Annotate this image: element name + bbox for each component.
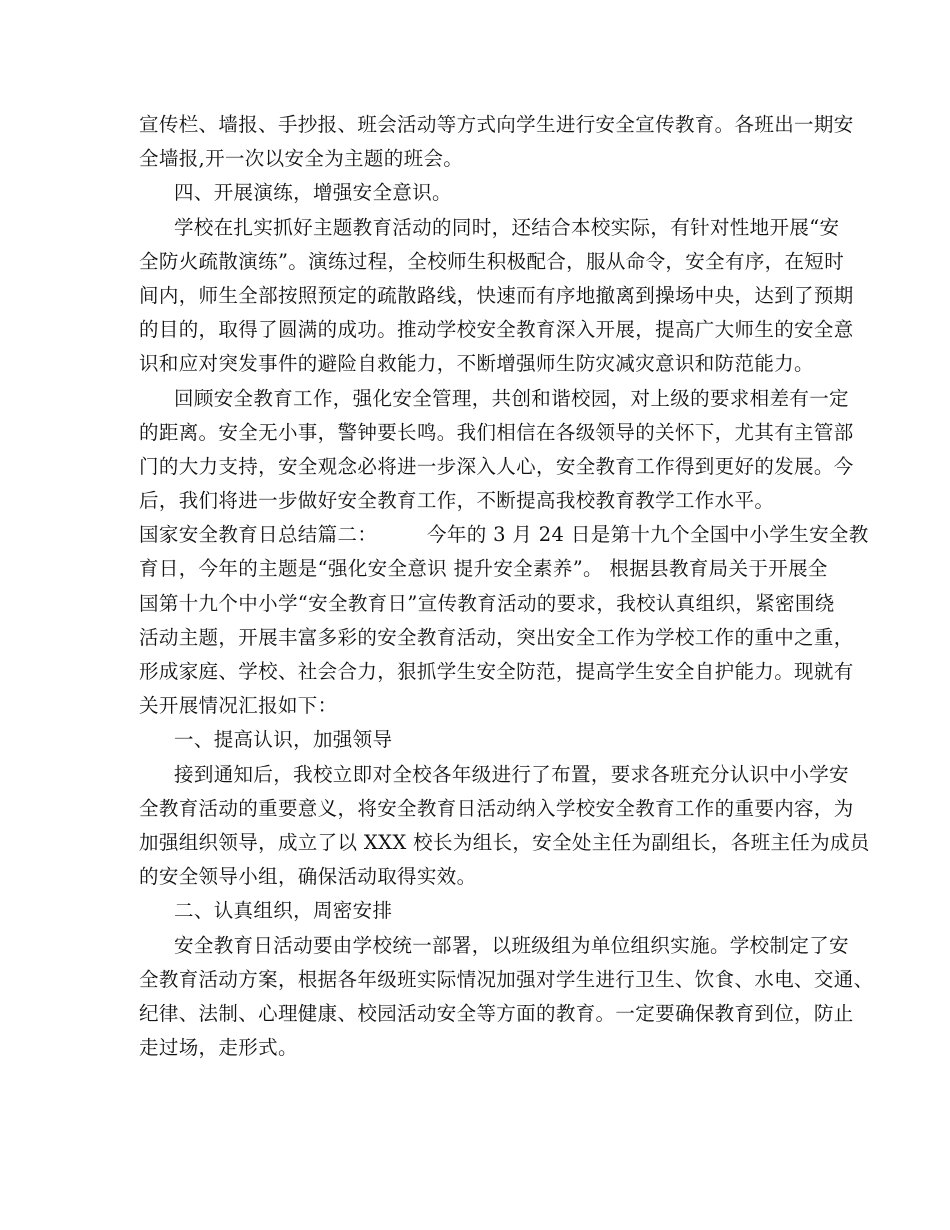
text-line: 的目的，取得了圆满的成功。推动学校安全教育深入开展，提高广大师生的安全意 [139,318,854,342]
text-line: 的安全领导小组，确保活动取得实效。 [139,865,477,889]
text-line: 国第十九个中小学“安全教育日”宣传教育活动的要求，我校认真组织，紧密围绕 [139,591,835,615]
text-line: 回顾安全教育工作，强化安全管理，共创和谐校园，对上级的要求相差有一定 [174,386,849,410]
text-line: 二、认真组织，周密安排 [174,899,393,923]
text-line: 全防火疏散演练”。演练过程，全校师生积极配合，服从命令，安全有序，在短时 [139,249,845,273]
text-line: 全墙报,开一次以安全为主题的班会。 [139,147,464,171]
text-line: 一、提高认识，加强领导 [174,728,393,752]
text-line: 门的大力支持，安全观念必将进一步深入人心，安全教育工作得到更好的发展。今 [139,454,854,478]
text-line: 宣传栏、墙报、手抄报、班会活动等方式向学生进行安全宣传教育。各班出一期安 [139,113,854,136]
text-line: 全教育活动方案，根据各年级班实际情况加强对学生进行卫生、饮食、水电、交通、 [139,967,874,991]
text-line: 学校在扎实抓好主题教育活动的同时，还结合本校实际，有针对性地开展“安 [174,215,840,239]
text-line: 形成家庭、学校、社会合力，狠抓学生安全防范，提高学生安全自护能力。现就有 [139,660,854,683]
text-line: 间内，师生全部按照预定的疏散路线，快速而有序地撤离到操场中央，达到了预期 [139,283,854,307]
text-line: 纪律、法制、心理健康、校园活动安全等方面的教育。一定要确保教育到位，防止 [139,1001,854,1025]
text-line: 全教育活动的重要意义，将安全教育日活动纳入学校安全教育工作的重要内容，为 [139,796,854,820]
text-line: 接到通知后，我校立即对全校各年级进行了布置，要求各班充分认识中小学安 [174,762,849,786]
text-line: 后，我们将进一步做好安全教育工作，不断提高我校教育教学工作水平。 [139,489,775,513]
text-line: 的距离。安全无小事，警钟要长鸣。我们相信在各级领导的关怀下，尤其有主管部 [139,420,854,444]
text-line: 国家安全教育日总结篇二： 今年的 3 月 24 日是第十九个全国中小学生安全教 [139,523,869,547]
text-line: 走过场，走形式。 [139,1036,298,1060]
text-line: 安全教育日活动要由学校统一部署，以班级组为单位组织实施。学校制定了安 [174,933,849,957]
text-line: 识和应对突发事件的避险自救能力，不断增强师生防灾减灾意识和防范能力。 [139,352,814,376]
text-line: 四、开展演练，增强安全意识。 [174,181,452,205]
text-line: 活动主题，开展丰富多彩的安全教育活动，突出安全工作为学校工作的重中之重， [139,625,854,649]
text-line: 关开展情况汇报如下： [139,694,338,718]
text-line: 加强组织领导，成立了以 XXX 校长为组长，安全处主任为副组长，各班主任为成员 [139,830,870,854]
text-line: 育日，今年的主题是“强化安全意识 提升安全素养”。 根据县教育局关于开展全 [139,557,828,581]
